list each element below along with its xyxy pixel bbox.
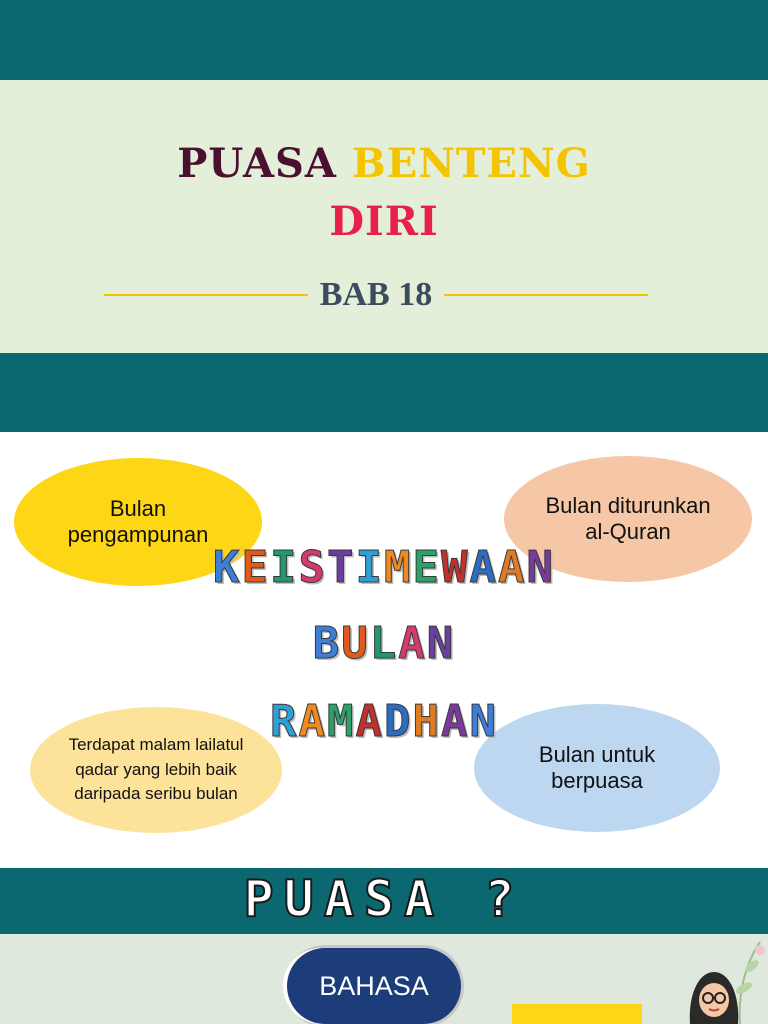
heading-letter: U (341, 618, 370, 669)
title-line-1 (0, 140, 768, 187)
heading-ramadhan (0, 696, 768, 747)
heading-letter: N (526, 542, 555, 593)
heading-letter: M (384, 542, 413, 593)
bahasa-button[interactable]: BAHASA (287, 948, 461, 1024)
title-word-benteng: BENTENG (351, 140, 591, 187)
bubble-text: Bulan pengampunan (67, 496, 209, 547)
yellow-card (512, 1004, 642, 1024)
heading-letter: E (412, 542, 441, 593)
title-word-puasa: PUASA (177, 140, 337, 187)
heading-letter: I (355, 542, 384, 593)
heading-letter: D (384, 696, 413, 747)
hijab-girl-avatar-icon (684, 966, 744, 1024)
heading-letter: R (270, 696, 299, 747)
heading-letter: B (312, 618, 342, 669)
bubble-text: Bulan untuk berpuasa (538, 742, 656, 793)
chapter-divider-right (444, 294, 648, 296)
title-word-diri: DIRI (329, 198, 439, 245)
heading-letter: H (412, 696, 441, 747)
keistimewaan-slide (0, 432, 768, 868)
heading-bulan (0, 618, 768, 669)
heading-letter: N (469, 696, 498, 747)
heading-letter: A (469, 542, 498, 593)
bubble-text: Bulan diturunkan al-Quran (545, 493, 711, 544)
heading-letter: A (441, 696, 470, 747)
heading-letter: T (327, 542, 356, 593)
heading-letter: K (213, 542, 242, 593)
mid-teal-band (0, 353, 768, 432)
heading-letter: A (355, 696, 384, 747)
heading-letter: A (498, 542, 527, 593)
heading-letter: S (298, 542, 327, 593)
heading-letter: L (369, 618, 399, 669)
bubble-text: Terdapat malam lailatul qadar yang lebih baik daripada seribu bulan (68, 735, 244, 804)
top-teal-band (0, 0, 768, 80)
heading-letter: A (398, 618, 427, 669)
heading-letter: W (441, 542, 470, 593)
heading-letter: E (241, 542, 270, 593)
heading-keistimewaan (0, 542, 768, 593)
chapter-divider-left (104, 294, 308, 296)
heading-letter: I (270, 542, 299, 593)
heading-letter: A (298, 696, 327, 747)
puasa-question-heading: PUASA ? (243, 870, 525, 928)
heading-letter: N (426, 618, 456, 669)
heading-letter: M (327, 696, 356, 747)
chapter-row (104, 272, 648, 318)
chapter-label: BAB 18 (319, 276, 433, 313)
